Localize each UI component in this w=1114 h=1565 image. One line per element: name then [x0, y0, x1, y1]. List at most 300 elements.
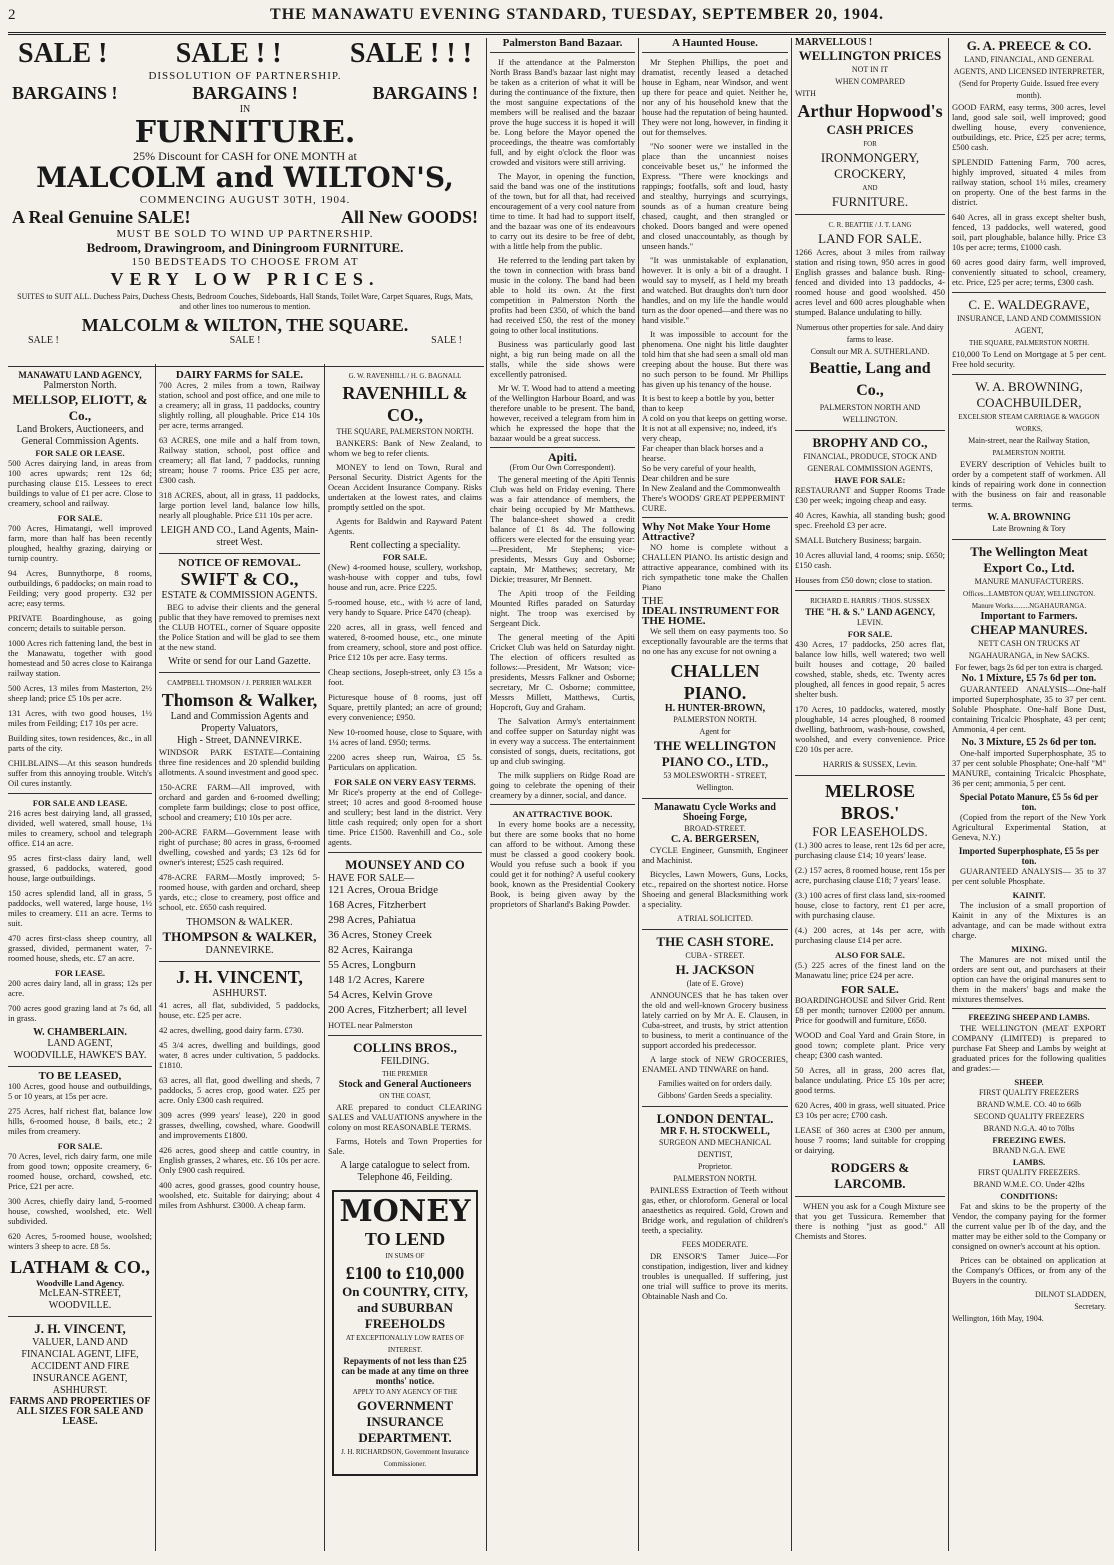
govt-dept: GOVERNMENT INSURANCE DEPARTMENT.	[356, 1398, 454, 1445]
stockwell-prop: Proprietor.	[698, 1162, 732, 1171]
for-sale-heading-2: FOR SALE.	[57, 1141, 103, 1151]
column-1	[8, 370, 152, 1550]
listing: 500 Acres dairying land, in areas from 100 acres upwards; rent 12s 6d; purchasing clause £15. Lessees to erect buildings to value of £1 per acre. Close to creamery, school and railway.	[8, 458, 152, 508]
cash-store: THE CASH STORE.	[656, 934, 774, 949]
listing: 640 Acres, all in grass except shelter bush, fenced, 13 paddocks, well watered, good soil, part ploughable, balance hilly. Price £3 10s per acre; terms, £1000 cash.	[952, 212, 1106, 252]
wellington-prices: WELLINGTON PRICES	[798, 48, 942, 63]
wpc-loc: Wellington.	[696, 783, 734, 792]
tw-firm: Thomson & Walker,	[161, 690, 318, 710]
stockwell-loc: PALMERSTON NORTH.	[673, 1174, 757, 1183]
cond-text: Fat and skins to be the property of the Vendor, the company paying for the former the current value per lb of the day, and the matter may be either sold to the Company or consigned on owner's account at his option.	[952, 1201, 1106, 1251]
furniture-heading: FURNITURE.	[134, 115, 356, 150]
coach-sig: W. A. BROWNING	[987, 512, 1071, 523]
leaseholds: FOR LEASEHOLDS.	[812, 824, 928, 839]
when-compared: WHEN COMPARED	[835, 77, 905, 86]
coach-st: Main-street, near the Railway Station,	[968, 436, 1090, 445]
mounsey-have: HAVE FOR SALE—	[328, 873, 414, 884]
furniture: FURNITURE.	[831, 194, 909, 209]
listing: 309 acres (999 years' lease), 220 in good grasses, dwelling, cowshed, whare. Goodwill and improvements £1800.	[159, 1110, 320, 1140]
listing: PRIVATE Boardinghouse, as going concern; details to suitable person.	[8, 613, 152, 633]
hs-apply: HARRIS & SUSSEX, Levin.	[822, 760, 917, 769]
mix3-desc: One-half imported Superphosphate, 35 to 37 per cent soluble Phosphate; One-half "M" MANURE, containing Tricalcic Phosphate, 36 per cent; ammonia, 5 per cent.	[952, 748, 1106, 788]
hb-loc: PALMERSTON NORTH.	[673, 715, 757, 724]
listing: 94 Acres, Bunnythorpe, 8 rooms, outbuildings, 6 paddocks; on main road to Feilding; very good property. £32 per acre; easy terms.	[8, 568, 152, 608]
listing: 200 acres dairy land, all in grass; 12s per acre.	[8, 978, 152, 998]
dairy-heading: DAIRY FARMS for SALE.	[175, 370, 304, 381]
listing: (1.) 300 acres to lease, rent 12s 6d per acre, purchasing clause £14; 10 years' lease.	[795, 840, 945, 860]
listing: SMALL Butchery Business; bargain.	[795, 535, 922, 545]
for-word: FOR	[863, 140, 877, 148]
column-rule-3	[486, 38, 487, 1551]
brophy-have: HAVE FOR SALE:	[834, 475, 906, 485]
tw-loc: High - Street, DANNEVIRKE.	[177, 735, 302, 746]
mounsey-item: 200 Acres, Fitzherbert; all level	[328, 1004, 467, 1016]
listing: 40 Acres, Kawhia, all standing bush; good spec. Freehold £3 per acre.	[795, 510, 945, 530]
listing: 400 acres, good grasses, good country house, woolshed, etc. Suitable for dairying; about 4 miles from Ashhurst. £3000. A cheap farm.	[159, 1180, 320, 1210]
hs-names: RICHARD E. HARRIS / THOS. SUSSEX	[810, 597, 930, 605]
why-text: NO home is complete without a CHALLEN PIANO. Its artistic design and attractive appearance, combined with its rich sympathetic tone make the Challen Piano	[642, 542, 788, 592]
chamberlain-loc: WOODVILLE, HAWKE'S BAY.	[13, 1050, 147, 1061]
listing: (2.) 157 acres, 8 roomed house, rent 15s per acre, purchasing clause £18; 7 years' lease.	[795, 865, 945, 885]
collins-tel: Telephone 46, Feilding.	[357, 1172, 453, 1183]
sale-small-3: SALE !	[431, 335, 462, 346]
brand-3: BRAND N.G.A. EWE	[992, 1146, 1066, 1155]
rh-bankers: BANKERS: Bank of New Zealand, to whom we beg to refer clients.	[328, 438, 482, 458]
listing: 500 Acres, 13 miles from Masterton, 2½ sheep land; price £5 10s per acre.	[8, 683, 152, 703]
sums: IN SUMS OF	[385, 1252, 425, 1260]
jackson-text: ANNOUNCES that he has taken over the old and well-known Grocery business lately carried on by Mr A. E. Clausen, in Cuba-street, and trusts, by strict attention to business, to merit a continuance of the support accorded his predecessor.	[642, 990, 788, 1050]
tw-desc: Land and Commission Agents and Property Valuators,	[170, 711, 309, 734]
bargains-1: BARGAINS !	[12, 83, 118, 103]
mounsey-item: 298 Acres, Pahiatua	[328, 914, 416, 926]
cb-text: Bicycles, Lawn Mowers, Guns, Locks, etc., repaired on the shortest notice. Horse Shoeing and general Blacksmithing work a speciality.	[642, 869, 788, 909]
mix3: No. 3 Mixture, £5 2s 6d per ton.	[961, 737, 1097, 748]
latham-firm: LATHAM & CO.,	[10, 1257, 150, 1277]
super: Imported Superphosphate, £5 5s per ton.	[958, 846, 1100, 866]
column-rule-2	[324, 364, 325, 1551]
bazaar-heading: Palmerston Band Bazaar.	[502, 38, 623, 49]
kainit-desc: The inclusion of a small proportion of Kainit in any of the Mixtures is an advantage, and can be made without extra charge.	[952, 900, 1106, 940]
tw-names: CAMPBELL THOMSON / J. PERRIER WALKER	[167, 679, 312, 687]
to-be-leased-heading: TO BE LEASED,	[38, 1070, 122, 1082]
chamberlain-desc: LAND AGENT,	[47, 1038, 113, 1049]
important: Important to Farmers.	[980, 611, 1078, 622]
column-7	[952, 38, 1106, 1550]
tw-footer-loc: DANNEVIRKE.	[205, 945, 274, 956]
haunted-paragraph: "It was unmistakable of explanation, however. It is only a bit of a draught. I would say to myself, as I held my breath and watched. But draughts don't turn door handles, and on my life the handle would turn as the door opened—and there was no hand visible."	[642, 255, 788, 325]
melrose: MELROSE BROS.'	[824, 781, 916, 823]
low-prices: VERY LOW PRICES.	[110, 269, 380, 289]
listing: 95 acres first-class dairy land, well grassed, 6 paddocks, watered, good house, large outbuildings.	[8, 853, 152, 883]
cash-street: CUBA - STREET.	[685, 951, 745, 960]
sale-and-lease-heading: FOR SALE AND LEASE.	[32, 798, 128, 808]
removal-heading: NOTICE OF REMOVAL.	[178, 557, 301, 569]
collins-farms: Farms, Hotels and Town Properties for Sale.	[328, 1136, 482, 1156]
bazaar-paragraph: The Mayor, in opening the function, said the band was one of the institutions of the town, but for all that, had received encouragement of a very cool nature from time to time. It had had to support itself, and the bazaar was one of its endeavours to carry out its desire to be free of debt, with a little help from the public.	[490, 171, 635, 251]
listing: 216 acres best dairying land, all grassed, divided, well watered, small house, 1¼ miles to creamery, school and telegraph office. £14 an acre.	[8, 808, 152, 848]
listing: 42 acres, dwelling, good dairy farm. £730.	[159, 1025, 304, 1035]
mounsey-item: 55 Acres, Longburn	[328, 959, 416, 971]
apply: APPLY TO ANY AGENCY OF THE	[352, 1388, 458, 1396]
brand-1: BRAND W.M.E. CO. 40 to 66lb	[976, 1100, 1082, 1109]
column-5	[642, 38, 788, 1550]
gibbons: Gibbons' Garden Seeds a speciality.	[657, 1091, 773, 1100]
marvellous: MARVELLOUS !	[795, 38, 873, 48]
farms-line: FARMS AND PROPERTIES OF ALL SIZES FOR SALE AND LEASE.	[9, 1396, 151, 1427]
rh-loc: THE SQUARE, PALMERSTON NORTH.	[336, 427, 474, 436]
ewes: FREEZING EWES.	[992, 1135, 1066, 1145]
listing: 60 acres good dairy farm, well improved, conveniently situated to school, creamery, etc. Price, £25 per acre; terms, £300 cash.	[952, 257, 1106, 287]
wellington-meat: The Wellington Meat Export Co., Ltd.	[970, 544, 1088, 575]
rh-names: G. W. RAVENHILL / H. G. BAGNALL	[348, 372, 462, 380]
listing: 100 Acres, good house and outbuildings, 5 or 10 years, at 15s per acre.	[8, 1081, 152, 1101]
apiti-paragraph: The Apiti troop of the Feilding Mounted Rifles paraded on Saturday night. The troop was exercised by Sergeant Dick.	[490, 588, 635, 628]
apiti-paragraph: The general meeting of the Apiti Cricket Club was held on Saturday night. The election of officers resulted as follows:—President, Mr Watson; vice-presidents, Messrs Falkner and Osborne; secretary, Mr C. Osborne; committee, Messrs Millett, Matthews, Curtis, Hopcroft, Guy and Graham.	[490, 632, 635, 712]
cycle-street: BROAD-STREET.	[684, 824, 746, 833]
listing: 10 Acres alluvial land, 4 rooms; snip. £650; £150 cash.	[795, 550, 945, 570]
for-sale-heading: FOR SALE.	[57, 513, 103, 523]
collins-firm: COLLINS BROS.,	[353, 1040, 457, 1055]
mellsop-desc: Land Brokers, Auctioneers, and General Commission Agents.	[16, 424, 144, 447]
brand-4: BRAND W.M.E. CO. Under 42lbs	[973, 1180, 1085, 1189]
apiti-paragraph: The milk suppliers on Ridge Road are going to celebrate the opening of their creamery by a dinner, social, and dance.	[490, 770, 635, 800]
with: WITH	[795, 89, 816, 98]
listing: 45 3/4 acres, dwelling and buildings, good water, 8 acres under cultivation, 5 paddocks. £1810.	[159, 1040, 320, 1070]
listing: 300 Acres, chiefly dairy land, 5-roomed house, cowshed, woolshed, etc. Well subdivided.	[8, 1196, 152, 1226]
listing: 220 acres, all in grass, well fenced and watered, 8-roomed house, etc., one minute from creamery, school, store and post office. Price £12 10s per acre. Easy terms.	[328, 622, 482, 662]
for-sale-2: FOR SALE.	[841, 984, 899, 996]
bl-numerous: Numerous other properties for sale. And dairy farms to lease.	[796, 323, 944, 344]
trial: A TRIAL SOLICITED.	[677, 914, 753, 923]
leigh-sig: LEIGH AND CO., Land Agents, Main-street West.	[160, 525, 319, 548]
listing: 70 Acres, level, rich dairy farm, one mile from good town; opposite creamery, 6-roomed house, orchard, cowshed, etc. Price, £21 per acre.	[8, 1151, 152, 1191]
apiti-sub: (From Our Own Correspondent).	[509, 463, 616, 472]
haunted-paragraph: It was impossible to account for the phenomena. One night his little daughter told him that she had seen a small old man creeping about the house. But there was no such person to be found. Mr Phillips has given up his tenancy of the house.	[642, 329, 788, 389]
and-word: AND	[862, 184, 878, 192]
cond-text-2: Prices can be obtained on application at the Company's Offices, or from any of the Buyers in the country.	[952, 1255, 1106, 1285]
listing: 700 Acres, Himatangi, well improved farm, more than half has been recently ploughed, healthy grazing, dairying or turnip country.	[8, 523, 152, 563]
mounsey-item: 148 1/2 Acres, Karere	[328, 974, 425, 986]
listing: 63 acres, all flat, good dwelling and sheds, 7 paddocks, 5 acres crop, good water. £25 per acre. Only £300 cash required.	[159, 1075, 320, 1105]
wpc-addr: 53 MOLESWORTH - STREET,	[663, 771, 767, 780]
on-country: On COUNTRY, CITY, and SUBURBAN FREEHOLDS	[342, 1284, 468, 1331]
offices: Offices...LAMBTON QUAY, WELLINGTON. Manure Works.........NGAHAURANGA.	[963, 590, 1095, 610]
collins-text: ARE prepared to conduct CLEARING SALES and VALUATIONS anywhere in the colony on most REASONABLE TERMS.	[328, 1102, 482, 1132]
listing: 470 acres first-class sheep country, all grassed, divided, permanent water, 7-roomed house, sheds, etc. £7 an acre.	[8, 933, 152, 963]
masthead	[8, 6, 1106, 35]
book-heading: AN ATTRACTIVE BOOK.	[512, 809, 613, 819]
apiti-paragraph: The general meeting of the Apiti Tennis Club was held on Friday evening. There was a fair attendance of members, the chair being occupied by Mr Matthews. The balance-sheet showed a credit balance of £1 8s 4d. The following officers were elected for the ensuing year:—President, Mr Stephens; vice-presidents, Messrs Guy and Osborne; captain, Mr Matthews; secretary, Mr Dickie; treasurer, Mr Bennett.	[490, 474, 635, 584]
wald-desc: INSURANCE, LAND AND COMMISSION AGENT,	[956, 314, 1101, 335]
mounsey-item: 54 Acres, Kelvin Grove	[328, 989, 433, 1001]
listing: Picturesque house of 8 rooms, just off Square, prettily planted; an acre of ground; every convenience; £950.	[328, 692, 482, 722]
money-to-lend-ad	[332, 1190, 478, 1476]
bazaar-paragraph: Mr W. T. Wood had to attend a meeting of the Wellington Harbour Board, and was therefore unable to be present. The band, however, received a telegram from him in which he expressed the hope that the bazaar would be a great success.	[490, 383, 635, 443]
coach-loc: PALMERSTON NORTH.	[992, 449, 1066, 457]
sale-small-1: SALE !	[28, 335, 59, 346]
families: Families waited on for orders daily.	[658, 1079, 772, 1088]
cash-prices: CASH PRICES	[826, 122, 914, 137]
super-desc: GUARANTEED ANALYSIS— 35 to 37 per cent soluble Phosphate.	[952, 866, 1106, 886]
sale-small-2: SALE !	[229, 335, 261, 346]
listing: 41 acres, all flat, subdivided, 5 paddocks, house, etc. £25 per acre.	[159, 1000, 320, 1020]
listing: (New) 4-roomed house, scullery, workshop, wash-house with copper and tubs, fowl house and run, acre. Price £225.	[328, 562, 482, 592]
rh-text: MONEY to lend on Town, Rural and Personal Security. District Agents for the Ocean Accident Insurance Company. Risks undertaken at the lowest rates, and claims promptly settled on the spot.	[328, 462, 482, 512]
cheap-manures: CHEAP MANURES.	[970, 622, 1088, 637]
firm-name: MALCOLM and WILTON'S,	[36, 161, 454, 194]
why-heading: Why Not Make Your Home Attractive?	[642, 521, 771, 543]
beattie-lang: Beattie, Lang and Co.,	[809, 360, 931, 399]
apiti-heading: Apiti.	[547, 450, 577, 464]
sale-lease-heading: FOR SALE OR LEASE.	[35, 448, 125, 458]
haunted-heading: A Haunted House.	[672, 38, 758, 49]
listing: BOARDINGHOUSE and Silver Grid. Rent £8 per month; turnover £2000 per annum. Price for goodwill and furniture, £650.	[795, 995, 945, 1025]
secretary: Secretary.	[1074, 1302, 1106, 1311]
jackson: H. JACKSON	[675, 962, 755, 977]
listing: 5-roomed house, etc., with ½ acre of land, very handy to Square. Price £470 (cheap).	[328, 597, 482, 617]
hs-loc: LEVIN.	[857, 618, 883, 627]
listing: SPLENDID Fattening Farm, 700 acres, highly improved, situated 4 miles from railway station, school 1½ miles, creamery on property. One of the best farms in the district.	[952, 157, 1106, 207]
column-rule-1	[155, 364, 156, 1551]
rh-rents: Rent collecting a speciality.	[349, 540, 461, 551]
listing: 63 ACRES, one mile and a half from town, Railway station, school, post office and creamery; all flat land, 7 paddocks, running stream; house 7 rooms. Price £35 per acre, £300 cash.	[159, 435, 320, 485]
mix1: No. 1 Mixture, £5 7s 6d per ton.	[961, 673, 1097, 684]
mounsey-hotel: HOTEL near Palmerston	[328, 1020, 413, 1030]
listing: WINDSOR PARK ESTATE—Containing three fine residences and 20 splendid building allotments. A sound investment and good spec.	[159, 747, 320, 777]
jv-loc: ASHHURST.	[212, 988, 267, 999]
collins-large: A large catalogue to select from.	[340, 1160, 470, 1171]
cb-desc: CYCLE Engineer, Gunsmith, Engineer and Machinist.	[642, 845, 788, 865]
rh-firm: RAVENHILL & CO.,	[342, 383, 468, 425]
preece-desc: LAND, FINANCIAL, AND GENERAL AGENTS, AND LICENSED INTERPRETER,	[953, 55, 1105, 76]
mounsey-item: 36 Acres, Stoney Creek	[328, 929, 432, 941]
land-for-sale: LAND FOR SALE.	[818, 231, 922, 246]
listing: (4.) 200 acres, at 14s per acre, with purchasing clause £14 per acre.	[795, 925, 945, 945]
second-quality: SECOND QUALITY FREEZERS	[973, 1112, 1085, 1121]
money-heading: MONEY	[339, 1194, 471, 1229]
must-be-sold: MUST BE SOLD TO WIND UP PARTNERSHIP.	[116, 228, 374, 240]
mixing-desc: The Manures are not mixed until the orders are sent out, and purchasers at their option can have the original manures sent to them in the makers' bags and make the mixtures themselves.	[952, 954, 1106, 1004]
chamberlain-name: W. CHAMBERLAIN.	[33, 1027, 127, 1038]
crockery: CROCKERY,	[834, 166, 906, 181]
kainit: KAINIT.	[1012, 890, 1046, 900]
listing: 275 Acres, half richest flat, balance low hills, 6-roomed house, 8 bails, etc.; 2 miles from creamery.	[8, 1106, 152, 1136]
listing: Building sites, town residences, &c., in all parts of the city.	[8, 733, 152, 753]
amount: £100 to £10,000	[345, 1263, 465, 1283]
first-quality-2: FIRST QUALITY FREEZERS.	[977, 1168, 1080, 1177]
bargains-3: BARGAINS !	[372, 83, 478, 103]
date: Wellington, 16th May, 1904.	[952, 1314, 1044, 1323]
commencing-line: COMMENCING AUGUST 30TH, 1904.	[139, 194, 351, 206]
vincent-loc: ASHHURST.	[52, 1385, 108, 1396]
column-4	[490, 38, 635, 1550]
ideal-instrument: IDEAL INSTRUMENT FOR THE HOME.	[642, 605, 780, 627]
book-paragraph: In every home books are a necessity, but there are some books that no home can afford to be without. Among these must be classed a good cookery book. Would you refuse such a book if you could get it for nothing? A useful cookery book, known as the Presidential Cookery Book, is being given away by the proprietors of Sharland's Baking Powder.	[490, 819, 635, 909]
column-6	[795, 38, 945, 1550]
richardson: J. H. RICHARDSON, Government Insurance Commissioner.	[341, 1448, 469, 1468]
mounsey-item: 168 Acres, Fitzherbert	[328, 899, 427, 911]
bazaar-paragraph: He referred to the lending part taken by the town in connection with brass band music in the colony. The band had been able to hold its own. At the first competition in Palmerston North the profits had been £350, of which the band had received £50, the rest of the money going to other local institutions.	[490, 255, 635, 335]
listing: 620 Acres, 5-roomed house, woolshed; winters 3 sheep to acre. £8 5s.	[8, 1231, 152, 1251]
london-dental: LONDON DENTAL.	[656, 1111, 774, 1126]
stockwell: MR F. H. STOCKWELL,	[660, 1126, 770, 1137]
repayments: Repayments of not less than £25 can be made at any time on three months' notice.	[341, 1356, 469, 1386]
low-rates: AT EXCEPTIONALLY LOW RATES OF INTEREST.	[345, 1334, 465, 1354]
potato-desc: (Copied from the report of the New York Agricultural Experimental Station, at Geneva, N.Y.)	[952, 812, 1106, 842]
bl-consult: Consult our MR A. SUTHERLAND.	[810, 347, 930, 356]
fewer: For fewer, bags 2s 6d per ton extra is charged.	[955, 663, 1103, 672]
column-rule-4	[638, 38, 639, 1551]
coachbuilder: COACHBUILDER,	[976, 395, 1082, 410]
kidney: DR ENSOR'S Tamer Juice—For constipation, indigestion, liver and kidney troubles is unequalled. If suffering, just one trial will suffice to prove its merits. Obtainable Nash and Co.	[642, 1251, 788, 1301]
brand-2: BRAND N.G.A. 40 to 70lbs	[983, 1124, 1075, 1133]
latham-street: McLEAN-STREET, WOODVILLE.	[39, 1288, 121, 1311]
conditions: CONDITIONS:	[1000, 1191, 1058, 1201]
bergersen: C. A. BERGERSEN,	[670, 834, 760, 845]
challen-piano: CHALLEN PIANO.	[670, 661, 760, 703]
not-in-it: NOT IN IT	[851, 65, 889, 74]
bargains-2: BARGAINS !	[192, 83, 298, 103]
apiti-paragraph: The Salvation Army's entertainment and coffee supper on Saturday night was in every way a success. The entertainment consisted of songs, duets, recitations, got up and club swinging.	[490, 716, 635, 766]
haunted-paragraph: Mr Stephen Phillips, the poet and dramatist, recently leased a detached house in Egham, near Windsor, and went up there for peace and quiet. Neither he, nor any of his household knew that the house had the reputation of being haunted. They were not long, however, in finding it out for themselves.	[642, 57, 788, 137]
tw-footer: THOMPSON & WALKER,	[162, 929, 317, 944]
cycle-works: Manawatu Cycle Works and Shoeing Forge,	[654, 802, 776, 823]
bedsteads-line: 150 BEDSTEADS TO CHOOSE FROM AT	[131, 256, 359, 268]
listing: 131 Acres, with two good houses, 1½ miles from Feilding; £17 10s per acre.	[8, 708, 152, 728]
bazaar-paragraph: Business was particularly good last night, a big run being made on all the stalls, while the side shows were excellently patronised.	[490, 339, 635, 379]
listing: 700 Acres, 2 miles from a town, Railway station, school and post office, and one mile to a creamery; all in grass, 11 paddocks, country slightly rolling, all ploughable. Price £14 10s per acre, terms arranged.	[159, 380, 320, 430]
listing: 318 ACRES, about, all in grass, 11 paddocks, large portion level land, balance low hills, nearly all ploughable. Price £11 10s per acre.	[159, 490, 320, 520]
stockwell-desc: SURGEON AND MECHANICAL DENTIST,	[658, 1138, 771, 1159]
lambs: LAMBS.	[1012, 1157, 1046, 1167]
preece: G. A. PREECE & CO.	[966, 38, 1092, 53]
discount-line: 25% Discount for CASH for ONE MONTH at	[133, 149, 357, 163]
sale-heading-3: SALE ! ! !	[349, 38, 472, 69]
bl-names: C. R. BEATTIE / J. T. LANG	[828, 221, 912, 229]
collins-premier: THE PREMIER	[382, 1070, 428, 1078]
dilnot: DILNOT SLADDEN,	[1035, 1290, 1106, 1299]
fees: FEES MODERATE.	[681, 1240, 749, 1249]
column-rule-6	[948, 38, 949, 1551]
first-quality: FIRST QUALITY FREEZERS	[978, 1088, 1079, 1097]
peppermint-poem: It is best to keep a bottle by you, better than to keep A cold on you that keeps on getting worse. It is not at all expensive; no, indeed, it's very cheap, Far cheaper than black horses and a hearse. So be very careful of your health, Dear children and be sure In New Zealand and the Commonwealth There's WOODS' GREAT PEPPERMINT CURE.	[642, 393, 788, 513]
bazaar-paragraph: If the attendance at the Palmerston North Brass Band's bazaar last night may be taken as a criterion of what it will be during the continuance of the fixture, then the most sanguine expectations of the members will be realised and the bazaar prove the huge success it is hoped it will be. Long before the Mayor opened the proceedings, the theatre was comfortably full, and by eight o'clock the floor was crowded and visitors were still arriving.	[490, 57, 635, 167]
vincent-desc: VALUER, LAND AND FINANCIAL AGENT, LIFE, ACCIDENT AND FIRE INSURANCE AGENT,	[21, 1337, 139, 1384]
listing: New 10-roomed house, close to Square, with 1¼ acres of land. £950; terms.	[328, 727, 482, 747]
cough-mixture: WHEN you ask for a Cough Mixture see that you get Tussicura. Remember that there is nothing "just as good." All Chemists and Stores.	[795, 1201, 945, 1241]
wald-loc: THE SQUARE, PALMERSTON NORTH.	[969, 339, 1089, 347]
browning: W. A. BROWNING,	[975, 379, 1083, 394]
why-text-2: We sell them on easy payments too. So exceptionally favourable are the terms that no one has any excuse for not owning a	[642, 626, 788, 656]
rooms-line: Bedroom, Drawingroom, and Diningroom FURNITURE.	[86, 240, 404, 255]
agency-location: Palmerston North.	[43, 380, 117, 391]
swift-desc: ESTATE & COMMISSION AGENTS.	[161, 590, 318, 601]
hopwood: Arthur Hopwood's	[797, 101, 943, 121]
listing: Mr Rice's property at the end of College-street; 10 acres and good 8-roomed house and scullery; best land in the district. Very little cash required; only open for a short time. Price £1500. Ravenhill and Co., sole agents.	[328, 787, 482, 847]
ironmongery: IRONMONGERY,	[820, 150, 920, 165]
collins-loc: FEILDING.	[380, 1056, 430, 1067]
sale-heading-1: SALE !	[18, 38, 108, 69]
latham-agency: Woodville Land Agency.	[35, 1278, 125, 1288]
mounsey-item: 82 Acres, Kairanga	[328, 944, 413, 956]
listing: Cheap sections, Joseph-street, only £3 15s a foot.	[328, 667, 482, 687]
jackson-late: (late of E. Grove)	[686, 979, 744, 988]
hs-sale: FOR SALE.	[847, 629, 893, 639]
sheep: SHEEP.	[1014, 1077, 1044, 1087]
listing: RESTAURANT and Supper Rooms Trade £30 per week; ingoing cheap and easy.	[795, 485, 945, 505]
collins-coast: ON THE COAST,	[379, 1092, 431, 1100]
listing: 620 Acres, 400 in grass, well situated. Price £3 10s per acre; £700 cash.	[795, 1100, 945, 1120]
listing: (5.) 225 acres of the finest land on the Manawatu line; price £24 per acre.	[795, 960, 945, 980]
listing: WOOD and Coal Yard and Grain Store, in good town; complete plant. Price very cheap; £300 cash wanted.	[795, 1030, 945, 1060]
new-goods: All New GOODS!	[341, 207, 478, 227]
mix1-desc: GUARANTEED ANALYSIS—One-half imported Superphosphate, 35 to 37 per cent. Soluble Phosphate. One-half Bone Dust, containing Tricalcic Phosphate, 43 per cent; Ammonia, 4 per cent.	[952, 684, 1106, 734]
column-2	[159, 370, 320, 1550]
rodgers: RODGERS & LARCOMB.	[830, 1160, 910, 1191]
vincent-name: J. H. VINCENT,	[34, 1321, 126, 1336]
listing: 478-ACRE FARM—Mostly improved; 5-roomed house, with garden and orchard, sheep yards, etc.; close to creamery, post office and school, etc. £650 cash required.	[159, 872, 320, 912]
sale-footer: MALCOLM & WILTON, THE SQUARE.	[81, 315, 409, 335]
manure-manuf: MANURE MANUFACTURERS.	[974, 577, 1084, 586]
listing: 1266 Acres, about 3 miles from railway station and rising town, 950 acres in good English grasses and balance bush. Ring-fenced and divided into 13 paddocks, 4-roomed house and good woolshed. 450 acres level and 600 acres ploughable when stumped. Balance undulating to hilly.	[795, 247, 945, 317]
why-the: THE	[642, 595, 664, 607]
hunter-brown: H. HUNTER-BROWN,	[664, 703, 766, 714]
preece-send: (Send for Property Guide. Issued free every month).	[959, 79, 1099, 100]
coach-desc: EXCELSIOR STEAM CARRIAGE & WAGGON WORKS,	[958, 413, 1100, 433]
agency-title: MANAWATU LAND AGENCY,	[18, 370, 142, 380]
haunted-paragraph: "No sooner were we installed in the place than the uncanniest noises conceivable beset us," he informed the Express. "There were knockings and rappings; footfalls, soft and loud, hasty and stealthy, hurryings and scurryings, sounds as of a human creature being chased, caught, and then strangled or choked. Doors banged and were opened and closed unaccountably, as though by unseen hands."	[642, 141, 788, 251]
collins-stock: Stock and General Auctioneers	[338, 1079, 472, 1090]
wellington-piano: THE WELLINGTON PIANO CO., LTD.,	[654, 738, 776, 769]
nett-cash: NETT CASH ON TRUCKS AT NGAHAURANGA, in New SACKS.	[968, 639, 1090, 660]
brophy: BROPHY AND CO.,	[812, 435, 928, 450]
swift-firm: SWIFT & CO.,	[180, 569, 299, 589]
jv-name: J. H. VINCENT,	[176, 967, 303, 987]
furniture-sale-ad	[8, 38, 482, 364]
painless: PAINLESS Extraction of Teeth without gas, ether, or chloroform. General or local anaesthetics as required. Gold, Crown and Bridge work, and regulation of children's teeth, a speciality.	[642, 1185, 788, 1235]
wald-lend: £10,000 To Lend on Mortgage at 5 per cent. Free hold security.	[952, 349, 1106, 369]
for-lease-heading: FOR LEASE.	[54, 968, 106, 978]
dissolution-line: DISSOLUTION OF PARTNERSHIP.	[148, 70, 342, 82]
listing: CHILBLAINS—At this season hundreds suffer from this annoying trouble. Witch's Oil cures instantly.	[8, 758, 152, 788]
sale-heading-2: SALE ! !	[175, 38, 282, 69]
listing: 170 Acres, 10 paddocks, watered, mostly ploughable, 14 acres ploughed, 8 roomed dwelling, bathroom, wash-house, cowshed, woolshed, and every convenience. Price £20 10s per acre.	[795, 704, 945, 754]
swift-text: BEG to advise their clients and the general public that they have removed to premises next the CLUB HOTEL, corner of Square opposite the Police Station and will be glad to see them at the new stand.	[159, 602, 320, 652]
mounsey-firm: MOUNSEY AND CO	[345, 857, 465, 872]
waldegrave: C. E. WALDEGRAVE,	[968, 297, 1090, 312]
listing: LEASE of 360 acres at £300 per annum, house 7 rooms; land suitable for cropping or dairying.	[795, 1125, 945, 1155]
listing: 2200 acres sheep run, Wairoa, £5 5s. Particulars on application.	[328, 752, 482, 772]
newspaper-page	[8, 6, 1106, 1551]
page-number: 2	[8, 7, 16, 23]
coach-late: Late Browning & Tory	[992, 524, 1066, 533]
coach-text: EVERY description of Vehicles built to order by a competent staff of workmen. All kinds of repairing work done in connection with the business on fair and reasonable terms.	[952, 459, 1106, 509]
stock: A large stock of NEW GROCERIES, ENAMEL AND TINWARE on hand.	[642, 1054, 788, 1074]
easy-terms-heading: FOR SALE ON VERY EASY TERMS.	[334, 777, 476, 787]
potato: Special Potato Manure, £5 5s 6d per ton.	[959, 792, 1099, 812]
to-lend: TO LEND	[364, 1229, 446, 1249]
listing: GOOD FARM, easy terms, 300 acres, level land, good sale soil, well improved; good dwelling house, every convenience, outbuildings, etc. Price, £25 per acre; terms, £500 cash.	[952, 102, 1106, 152]
ad-bottom-rule	[8, 366, 484, 367]
bl-loc: PALMERSTON NORTH AND WELLINGTON.	[819, 403, 921, 424]
freezing: FREEZING SHEEP AND LAMBS.	[968, 1013, 1090, 1022]
listing: 150 acres splendid land, all in grass, 5 paddocks, well watered, large house, 1½ miles to creamery. £11 an acre. Terms to suit.	[8, 888, 152, 928]
freeze-text: THE WELLINGTON (MEAT EXPORT COMPANY (LIMITED) is prepared to purchase Fat Sheep and Lambs by weight at graduated prices for the following qualities and grades:—	[952, 1023, 1106, 1073]
ml-also: ALSO FOR SALE.	[835, 950, 905, 960]
listing: (3.) 100 acres of first class land, six-roomed house, close to factory, rent £1 per acre, with purchasing clause.	[795, 890, 945, 920]
suites-line: SUITES to SUIT ALL. Duchess Pairs, Duchess Chests, Bedroom Couches, Sideboards, Hall Stands, Toilet Ware, Carpet Squares, Rugs, Mats, and other lines too numerous to mention.	[17, 292, 473, 311]
listing: 150-ACRE FARM—All improved, with orchard and garden and 6-roomed dwelling; complete farm buildings; close to post office, school and creamery; £10 10s per acre.	[159, 782, 320, 822]
